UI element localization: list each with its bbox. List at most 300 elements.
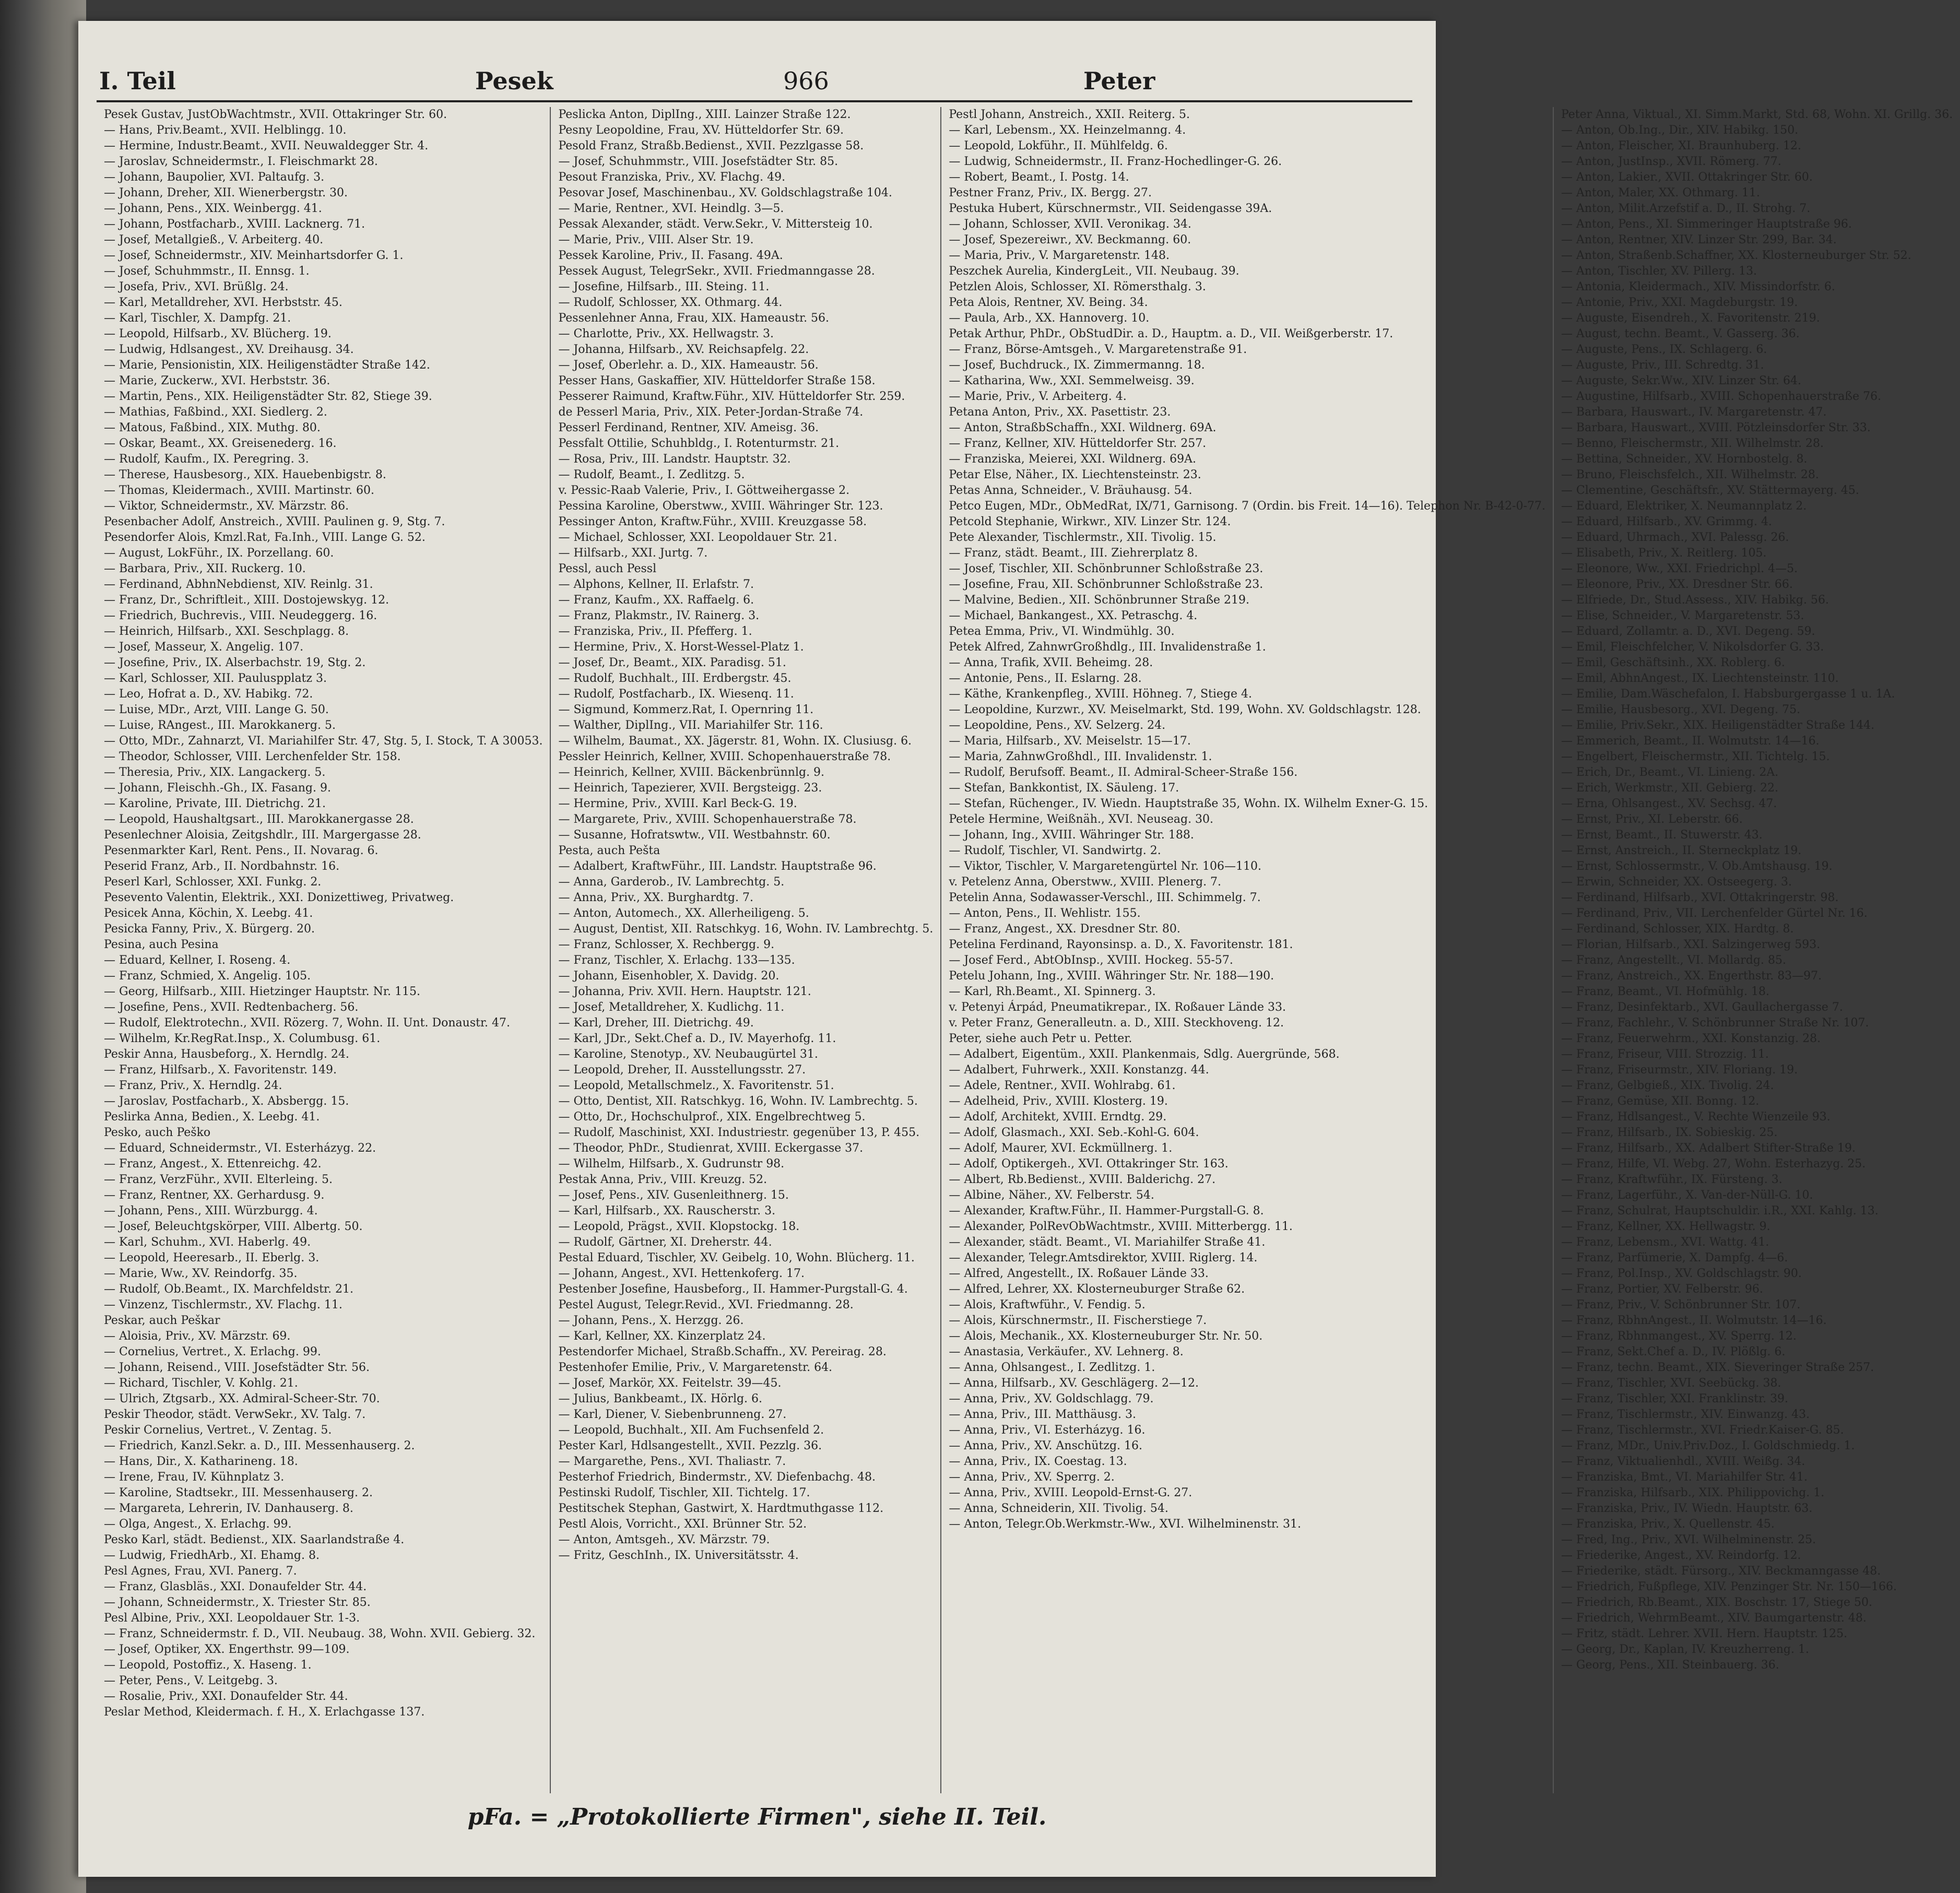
directory-entry: — Josef, Beleuchtgskörper, VIII. Albertg. 50.	[104, 1220, 363, 1233]
directory-entry: — Elfriede, Dr., Stud.Assess., XIV. Habikg. 56.	[1561, 594, 1829, 607]
directory-entry: Pestal Eduard, Tischler, XV. Geibelg. 10, Wohn. Blücherg. 11.	[558, 1251, 915, 1264]
directory-entry: — Franz, Pol.Insp., XV. Goldschlagstr. 90.	[1561, 1267, 1802, 1280]
directory-entry: — Josef, Schuhmmstr., VIII. Josefstädter Str. 85.	[558, 155, 839, 168]
directory-entry: — Josef, Oberlehr. a. D., XIX. Hameaustr. 56.	[558, 359, 819, 372]
directory-entry: — Josef, Spezereiwr., XV. Beckmanng. 60.	[949, 233, 1191, 246]
directory-entry: — Georg, Hilfsarb., XIII. Hietzinger Hauptstr. Nr. 115.	[104, 985, 420, 998]
directory-entry: Peslar Method, Kleidermach. f. H., X. Erlachgasse 137.	[104, 1706, 425, 1719]
directory-entry: — Franz, Schmied, X. Angelig. 105.	[104, 969, 311, 983]
column-4	[1553, 107, 1960, 1793]
directory-entry: Petco Eugen, MDr., ObMedRat, IX/71, Garnisong. 7 (Ordin. bis Freit. 14—16). Telephon Nr. B-42-0-77.	[949, 500, 1545, 513]
directory-entry: — Ferdinand, Schlosser, XIX. Hardtg. 8.	[1561, 922, 1794, 936]
directory-entry: Pesendorfer Alois, Kmzl.Rat, Fa.Inh., VIII. Lange G. 52.	[104, 531, 426, 544]
directory-entry: — Eduard, Uhrmach., XVI. Palessg. 26.	[1561, 531, 1789, 544]
directory-entry: — Franziska, Meierei, XXI. Wildnerg. 69A.	[949, 453, 1196, 466]
directory-entry: — Anna, Garderob., IV. Lambrechtg. 5.	[558, 875, 785, 889]
directory-entry: — Friederike, Angest., XV. Reindorfg. 12.	[1561, 1549, 1801, 1562]
directory-entry: Pesicek Anna, Köchin, X. Leebg. 41.	[104, 907, 313, 920]
directory-entry: — Maria, Priv., V. Margaretenstr. 148.	[949, 249, 1170, 262]
directory-entry: — Franz, Tischler, XVI. Seebückg. 38.	[1561, 1377, 1781, 1390]
directory-entry: — Alois, Mechanik., XX. Klosterneuburger Str. Nr. 50.	[949, 1330, 1263, 1343]
directory-entry: — Franz, Angestellt., VI. Mollardg. 85.	[1561, 954, 1786, 967]
directory-entry: Peserl Karl, Schlosser, XXI. Funkg. 2.	[104, 875, 322, 889]
directory-entry: — Rudolf, Buchhalt., III. Erdbergstr. 45.	[558, 672, 792, 685]
directory-entry: — Anton, Milit.Arzefstif a. D., II. Strohg. 7.	[1561, 202, 1811, 215]
directory-entry: — Karl, JDr., Sekt.Chef a. D., IV. Mayerhofg. 11.	[558, 1032, 836, 1045]
directory-entry: Pesina, auch Pesina	[104, 938, 219, 951]
directory-entry: — Franz, Hilfe, VI. Webg. 27, Wohn. Esterhazyg. 25.	[1561, 1157, 1866, 1170]
directory-entry: Pesl Albine, Priv., XXI. Leopoldauer Str. 1-3.	[104, 1612, 360, 1625]
directory-entry: — Franz, Tischlermstr., XVI. Friedr.Kaiser-G. 85.	[1561, 1424, 1844, 1437]
directory-entry: Petana Anton, Priv., XX. Pasettistr. 23.	[949, 406, 1171, 419]
directory-entry: — Alfred, Lehrer, XX. Klosterneuburger Straße 62.	[949, 1283, 1245, 1296]
directory-entry: — Josef, Metalldreher, X. Kudlichg. 11.	[558, 1001, 785, 1014]
directory-entry: Peter, siehe auch Petr u. Petter.	[949, 1032, 1132, 1045]
directory-entry: de Pesserl Maria, Priv., XIX. Peter-Jordan-Straße 74.	[558, 406, 864, 419]
directory-entry: — Karoline, Private, III. Dietrichg. 21.	[104, 797, 326, 810]
directory-entry: Peskir Cornelius, Vertret., V. Zentag. 5.	[104, 1424, 332, 1437]
directory-entry: — Cornelius, Vertret., X. Erlachg. 99.	[104, 1345, 321, 1358]
entry-columns	[97, 107, 1953, 1793]
directory-entry: — Ernst, Anstreich., II. Sterneckplatz 19.	[1561, 844, 1802, 857]
directory-entry: — Theodor, Schlosser, VIII. Lerchenfelder Str. 158.	[104, 750, 401, 763]
directory-entry: — Franz, Kellner, XIV. Hütteldorfer Str. 257.	[949, 437, 1207, 450]
directory-entry: — Franz, Portier, XV. Felberstr. 96.	[1561, 1283, 1763, 1296]
directory-entry: — Friedrich, Buchrevis., VIII. Neudeggerg. 16.	[104, 609, 377, 622]
directory-entry: Petele Hermine, Weißnäh., XVI. Neuseag. 30.	[949, 813, 1214, 826]
directory-entry: — Johann, Dreher, XII. Wienerbergstr. 30.	[104, 186, 348, 199]
directory-entry: — Fritz, städt. Lehrer. XVII. Hern. Hauptstr. 125.	[1561, 1627, 1848, 1640]
directory-entry: — Franziska, Priv., IV. Wiedn. Hauptstr. 63.	[1561, 1502, 1813, 1515]
directory-entry: — Johanna, Hilfsarb., XV. Reichsapfelg. 22.	[558, 343, 809, 356]
directory-entry: — Anna, Priv., XV. Goldschlagg. 79.	[949, 1392, 1154, 1405]
directory-entry: — Leopold, Prägst., XVII. Klopstockg. 18.	[558, 1220, 800, 1233]
directory-entry: Peskar, auch Peškar	[104, 1314, 220, 1327]
directory-entry: — Franziska, Bmt., VI. Mariahilfer Str. 41.	[1561, 1471, 1808, 1484]
directory-entry: — Wilhelm, Kr.RegRat.Insp., X. Columbusg. 61.	[104, 1032, 381, 1045]
directory-entry: — Adolf, Architekt, XVIII. Erndtg. 29.	[949, 1110, 1167, 1123]
directory-entry: Pesserer Raimund, Kraftw.Führ., XIV. Hütteldorfer Str. 259.	[558, 390, 905, 403]
directory-entry: — Franz, MDr., Univ.Priv.Doz., I. Goldschmiedg. 1.	[1561, 1439, 1855, 1452]
directory-entry: — Alexander, Telegr.Amtsdirektor, XVIII. Riglerg. 14.	[949, 1251, 1258, 1264]
directory-entry: — Karl, Rh.Beamt., XI. Spinnerg. 3.	[949, 985, 1156, 998]
page-footer: pFa. = „Protokollierte Firmen", siehe II. Teil.	[467, 1804, 1047, 1830]
directory-entry: — Eduard, Kellner, I. Roseng. 4.	[104, 954, 291, 967]
directory-entry: — Anastasia, Verkäufer., XV. Lehnerg. 8.	[949, 1345, 1184, 1358]
directory-entry: v. Peter Franz, Generalleutn. a. D., XIII. Steckhoveng. 12.	[949, 1016, 1284, 1030]
directory-entry: — Johann, Pens., X. Herzgg. 26.	[558, 1314, 744, 1327]
directory-entry: — Rudolf, Elektrotechn., XVII. Rözerg. 7, Wohn. II. Unt. Donaustr. 47.	[104, 1016, 511, 1030]
directory-entry: Petcold Stephanie, Wirkwr., XIV. Linzer Str. 124.	[949, 515, 1231, 528]
directory-entry: — Franz, Parfümerie, X. Dampfg. 4—6.	[1561, 1251, 1788, 1264]
directory-entry: — Karl, Tischler, X. Dampfg. 21.	[104, 312, 291, 325]
directory-entry: — Karl, Schuhm., XVI. Haberlg. 49.	[104, 1236, 311, 1249]
directory-entry: — Josef Ferd., AbtObInsp., XVIII. Hockeg. 55-57.	[949, 954, 1233, 967]
directory-entry: Peter Anna, Viktual., XI. Simm.Markt, Std. 68, Wohn. XI. Grillg. 36.	[1561, 108, 1953, 121]
directory-entry: — Franz, Friseurmstr., XIV. Floriang. 19.	[1561, 1063, 1798, 1076]
directory-entry: — Margareta, Lehrerin, IV. Danhauserg. 8.	[104, 1502, 353, 1515]
directory-entry: — Friedrich, Fußpflege, XIV. Penzinger Str. Nr. 150—166.	[1561, 1580, 1897, 1593]
directory-entry: — Franz, Hilfsarb., X. Favoritenstr. 149.	[104, 1063, 337, 1076]
directory-entry: — Auguste, Priv., III. Schredtg. 31.	[1561, 359, 1764, 372]
directory-entry: — Josefine, Hilfsarb., III. Steing. 11.	[558, 280, 770, 293]
directory-entry: — Thomas, Kleidermach., XVIII. Martinstr. 60.	[104, 484, 374, 497]
directory-entry: — Matous, Faßbind., XIX. Muthg. 80.	[104, 421, 321, 434]
directory-entry: Petzlen Alois, Schlosser, XI. Römersthalg. 3.	[949, 280, 1206, 293]
directory-entry: — Engelbert, Fleischermstr., XII. Tichtelg. 15.	[1561, 750, 1830, 763]
directory-entry: — Josef, Markör, XX. Feitelstr. 39—45.	[558, 1377, 782, 1390]
directory-entry: Petelina Ferdinand, Rayonsinsp. a. D., X. Favoritenstr. 181.	[949, 938, 1293, 951]
directory-entry: — Eduard, Elektriker, X. Neumannplatz 2.	[1561, 500, 1807, 513]
directory-entry: Pesek Gustav, JustObWachtmstr., XVII. Ottakringer Str. 60.	[104, 108, 447, 121]
directory-entry: — Franz, Gemüse, XII. Bonng. 12.	[1561, 1095, 1760, 1108]
directory-entry: — Adolf, Glasmach., XXI. Seb.-Kohl-G. 604.	[949, 1126, 1199, 1139]
directory-entry: — Franz, Gelbgieß., XIX. Tivolig. 24.	[1561, 1079, 1774, 1092]
directory-entry: — Franz, Hilfsarb., IX. Sobieskig. 25.	[1561, 1126, 1778, 1139]
directory-entry: Pessfalt Ottilie, Schuhbldg., I. Rotenturmstr. 21.	[558, 437, 840, 450]
directory-entry: — Hilfsarb., XXI. Jurtg. 7.	[558, 547, 708, 560]
directory-entry: — Anton, Tischler, XV. Pillerg. 13.	[1561, 265, 1757, 278]
directory-entry: — Ferdinand, AbhnNebdienst, XIV. Reinlg. 31.	[104, 578, 373, 591]
directory-entry: — Franz, RbhnAngest., II. Wolmutstr. 14—16.	[1561, 1314, 1827, 1327]
directory-entry: — Hermine, Priv., XVIII. Karl Beck-G. 19.	[558, 797, 797, 810]
directory-entry: — Leopoldine, Pens., XV. Selzerg. 24.	[949, 719, 1166, 732]
directory-entry: — Barbara, Hauswart., XVIII. Pötzleinsdorfer Str. 33.	[1561, 421, 1871, 434]
directory-entry: Petas Anna, Schneider., V. Bräuhausg. 54.	[949, 484, 1192, 497]
directory-entry: — Eleonore, Priv., XX. Dresdner Str. 66.	[1561, 578, 1793, 591]
directory-entry: — Robert, Beamt., I. Postg. 14.	[949, 171, 1129, 184]
directory-entry: — Erich, Dr., Beamt., VI. Linieng. 2A.	[1561, 766, 1779, 779]
directory-entry: — Franz, Anstreich., XX. Engerthstr. 83—97.	[1561, 969, 1822, 983]
directory-entry: — Olga, Angest., X. Erlachg. 99.	[104, 1518, 292, 1531]
directory-entry: — Franz, Kellner, XX. Hellwagstr. 9.	[1561, 1220, 1770, 1233]
directory-entry: — Aloisia, Priv., XV. Märzstr. 69.	[104, 1330, 291, 1343]
directory-entry: — Franz, Glasbläs., XXI. Donaufelder Str. 44.	[104, 1580, 367, 1593]
directory-entry: — Eduard, Hilfsarb., XV. Grimmg. 4.	[1561, 515, 1772, 528]
directory-entry: — Otto, Dentist, XII. Ratschkyg. 16, Wohn. IV. Lambrechtg. 5.	[558, 1095, 918, 1108]
directory-entry: — Bettina, Schneider., XV. Hornbostelg. 8.	[1561, 453, 1808, 466]
directory-entry: — Stefan, Bankkontist, IX. Säuleng. 17.	[949, 782, 1179, 795]
directory-entry: — Josef, Dr., Beamt., XIX. Paradisg. 51.	[558, 656, 786, 669]
page-header	[78, 57, 1436, 104]
directory-entry: — Alexander, Kraftw.Führ., II. Hammer-Purgstall-G. 8.	[949, 1204, 1264, 1217]
directory-entry: — Ulrich, Ztgsarb., XX. Admiral-Scheer-Str. 70.	[104, 1392, 380, 1405]
directory-entry: — Heinrich, Hilfsarb., XXI. Seschplagg. 8.	[104, 625, 349, 638]
directory-entry: — Marie, Pensionistin, XIX. Heiligenstädter Straße 142.	[104, 359, 430, 372]
directory-entry: — Walther, DiplIng., VII. Mariahilfer Str. 116.	[558, 719, 823, 732]
directory-entry: Pete Alexander, Tischlermstr., XII. Tivolig. 15.	[949, 531, 1217, 544]
directory-entry: Petea Emma, Priv., VI. Windmühlg. 30.	[949, 625, 1175, 638]
directory-entry: — Wilhelm, Baumat., XX. Jägerstr. 81, Wohn. IX. Clusiusg. 6.	[558, 735, 912, 748]
directory-entry: Pesko Karl, städt. Bedienst., XIX. Saarlandstraße 4.	[104, 1533, 405, 1546]
directory-entry: — Ferdinand, Priv., VII. Lerchenfelder Gürtel Nr. 16.	[1561, 907, 1868, 920]
directory-entry: — Adolf, Optikergeh., XVI. Ottakringer Str. 163.	[949, 1157, 1229, 1170]
directory-entry: — Alphons, Kellner, II. Erlafstr. 7.	[558, 578, 754, 591]
directory-entry: — Viktor, Schneidermstr., XV. Märzstr. 86.	[104, 500, 349, 513]
directory-entry: — Leopold, Postoffiz., X. Haseng. 1.	[104, 1659, 312, 1672]
directory-entry: — Elise, Schneider., V. Margaretenstr. 53.	[1561, 609, 1804, 622]
directory-entry: Pesterhof Friedrich, Bindermstr., XV. Diefenbachg. 48.	[558, 1471, 876, 1484]
directory-entry: — Albine, Näher., XV. Felberstr. 54.	[949, 1189, 1154, 1202]
directory-entry: — Erwin, Schneider, XX. Ostseegerg. 3.	[1561, 875, 1792, 889]
directory-entry: — Anton, Amtsgeh., XV. Märzstr. 79.	[558, 1533, 770, 1546]
directory-entry: — Franz, Viktualienhdl., XVIII. Weißg. 34.	[1561, 1455, 1805, 1468]
directory-entry: — Maria, Hilfsarb., XV. Meiselstr. 15—17.	[949, 735, 1191, 748]
directory-entry: v. Petelenz Anna, Oberstww., XVIII. Plenerg. 7.	[949, 875, 1222, 889]
directory-entry: — Adelheid, Priv., XVIII. Klosterg. 19.	[949, 1095, 1168, 1108]
directory-entry: — August, techn. Beamt., V. Gasserg. 36.	[1561, 327, 1800, 340]
directory-entry: — Johanna, Priv. XVII. Hern. Hauptstr. 121.	[558, 985, 811, 998]
first-name-heading: Pesek	[475, 67, 553, 95]
directory-entry: — Margarethe, Pens., XVI. Thaliastr. 7.	[558, 1455, 786, 1468]
directory-entry: Pesser Hans, Gaskaffier, XIV. Hütteldorfer Straße 158.	[558, 374, 876, 387]
directory-entry: — Adele, Rentner., XVII. Wohlrabg. 61.	[949, 1079, 1176, 1092]
directory-entry: — Auguste, Pens., IX. Schlagerg. 6.	[1561, 343, 1767, 356]
directory-entry: — Franz, Lebensm., XVI. Wattg. 41.	[1561, 1236, 1769, 1249]
directory-entry: — Otto, MDr., Zahnarzt, VI. Mariahilfer Str. 47, Stg. 5, I. Stock, T. A 30053.	[104, 735, 543, 748]
directory-entry: — Emmerich, Beamt., II. Wolmutstr. 14—16.	[1561, 735, 1820, 748]
directory-entry: — Hans, Priv.Beamt., XVII. Helblingg. 10.	[104, 124, 347, 137]
directory-entry: — Luise, RAngest., III. Marokkanerg. 5.	[104, 719, 336, 732]
directory-entry: — Rudolf, Schlosser, XX. Othmarg. 44.	[558, 296, 783, 309]
directory-entry: — Josef, Masseur, X. Angelig. 107.	[104, 641, 304, 654]
directory-entry: — Anton, Pens., XI. Simmeringer Hauptstraße 96.	[1561, 218, 1852, 231]
directory-entry: — Josef, Metallgieß., V. Arbeiterg. 40.	[104, 233, 324, 246]
directory-entry: — Marie, Ww., XV. Reindorfg. 35.	[104, 1267, 298, 1280]
directory-entry: — Michael, Bankangest., XX. Petraschg. 4.	[949, 609, 1198, 622]
directory-entry: — Heinrich, Kellner, XVIII. Bäckenbrünnlg. 9.	[558, 766, 825, 779]
directory-entry: Pessler Heinrich, Kellner, XVIII. Schopenhauerstraße 78.	[558, 750, 891, 763]
directory-entry: — Rosalie, Priv., XXI. Donaufelder Str. 44.	[104, 1690, 348, 1703]
directory-entry: — Anna, Trafik, XVII. Beheimg. 28.	[949, 656, 1153, 669]
directory-entry: — Franz, Tischler, X. Erlachg. 133—135.	[558, 954, 795, 967]
directory-entry: — Vinzenz, Tischlermstr., XV. Flachg. 11.	[104, 1298, 343, 1311]
directory-entry: — Josef, Tischler, XII. Schönbrunner Schloßstraße 23.	[949, 562, 1264, 575]
directory-entry: — Franz, Rbhnmangest., XV. Sperrg. 12.	[1561, 1330, 1797, 1343]
directory-entry: — Katharina, Ww., XXI. Semmelweisg. 39.	[949, 374, 1195, 387]
directory-entry: Pesenbacher Adolf, Anstreich., XVIII. Paulinen g. 9, Stg. 7.	[104, 515, 445, 528]
directory-entry: — Anton, Rentner, XIV. Linzer Str. 299, Bar. 34.	[1561, 233, 1837, 246]
directory-entry: — Friedrich, Kanzl.Sekr. a. D., III. Messenhauserg. 2.	[104, 1439, 415, 1452]
directory-entry: — Karl, Dreher, III. Dietrichg. 49.	[558, 1016, 754, 1030]
directory-entry: Pesovar Josef, Maschinenbau., XV. Goldschlagstraße 104.	[558, 186, 892, 199]
directory-entry: — Auguste, Sekr.Ww., XIV. Linzer Str. 64.	[1561, 374, 1802, 387]
directory-entry: — Franz, Kraftwführ., IX. Fürsteng. 3.	[1561, 1173, 1782, 1186]
directory-entry: — Johann, Ing., XVIII. Währinger Str. 188.	[949, 829, 1194, 842]
directory-entry: — Alois, Kraftwführ., V. Fendig. 5.	[949, 1298, 1146, 1311]
directory-entry: — Franz, techn. Beamt., XIX. Sieveringer Straße 257.	[1561, 1361, 1874, 1374]
directory-entry: — Erich, Werkmstr., XII. Gebierg. 22.	[1561, 782, 1779, 795]
directory-entry: — Anna, Priv., VI. Esterházyg. 16.	[949, 1424, 1146, 1437]
directory-entry: — Margarete, Priv., XVIII. Schopenhauerstraße 78.	[558, 813, 857, 826]
directory-entry: — Emilie, Hausbesorg., XVI. Degeng. 75.	[1561, 703, 1801, 716]
directory-entry: — Leopold, Haushaltgsart., III. Marokkanergasse 28.	[104, 813, 414, 826]
directory-entry: — Eleonore, Ww., XXI. Friedrichpl. 4—5.	[1561, 562, 1798, 575]
directory-entry: — Anna, Schneiderin, XII. Tivolig. 54.	[949, 1502, 1168, 1515]
directory-entry: — Franz, Desinfektarb., XVI. Gaullachergasse 7.	[1561, 1001, 1843, 1014]
directory-entry: — Fred, Ing., Priv., XVI. Wilhelminenstr. 25.	[1561, 1533, 1816, 1546]
directory-entry: — Florian, Hilfsarb., XXI. Salzingerweg 593.	[1561, 938, 1821, 951]
directory-entry: — Anton, Ob.Ing., Dir., XIV. Habikg. 150.	[1561, 124, 1799, 137]
directory-entry: — Anton, StraßbSchaffn., XXI. Wildnerg. 69A.	[949, 421, 1217, 434]
directory-entry: Pestner Franz, Priv., IX. Bergg. 27.	[949, 186, 1152, 199]
directory-entry: — Marie, Priv., VIII. Alser Str. 19.	[558, 233, 754, 246]
directory-entry: — Fritz, GeschInh., IX. Universitätsstr. 4.	[558, 1549, 799, 1562]
directory-entry: — Anna, Hilfsarb., XV. Geschlägerg. 2—12.	[949, 1377, 1199, 1390]
directory-entry: Pesevento Valentin, Elektrik., XXI. Donizettiweg, Privatweg.	[104, 891, 454, 904]
directory-entry: Pesenlechner Aloisia, Zeitgshdlr., III. Margergasse 28.	[104, 829, 421, 842]
directory-entry: — Karl, Diener, V. Siebenbrunneng. 27.	[558, 1408, 787, 1421]
directory-entry: — Franz, Friseur, VIII. Strozzig. 11.	[1561, 1048, 1769, 1061]
directory-entry: — Leopold, Dreher, II. Ausstellungsstr. 27.	[558, 1063, 806, 1076]
directory-entry: — Josef, Buchdruck., IX. Zimmermanng. 18.	[949, 359, 1205, 372]
directory-entry: — Adalbert, Eigentüm., XXII. Plankenmais, Sdlg. Auergründe, 568.	[949, 1048, 1340, 1061]
directory-entry: — Johann, Pens., XIII. Würzburgg. 4.	[104, 1204, 318, 1217]
directory-entry: — Leopold, Buchhalt., XII. Am Fuchsenfeld 2.	[558, 1424, 824, 1437]
directory-entry: — Barbara, Priv., XII. Ruckerg. 10.	[104, 562, 306, 575]
directory-entry: — Therese, Hausbesorg., XIX. Hauebenbigstr. 8.	[104, 468, 386, 481]
directory-entry: — Marie, Zuckerw., XVI. Herbststr. 36.	[104, 374, 330, 387]
directory-entry: — Augustine, Hilfsarb., XVIII. Schopenhauerstraße 76.	[1561, 390, 1882, 403]
directory-entry: — Susanne, Hofratswtw., VII. Westbahnstr. 60.	[558, 829, 831, 842]
directory-entry: — Irene, Frau, IV. Kühnplatz 3.	[104, 1471, 285, 1484]
directory-entry: — Stefan, Rüchenger., IV. Wiedn. Hauptstraße 35, Wohn. IX. Wilhelm Exner-G. 15.	[949, 797, 1428, 810]
directory-entry: — Franz, Feuerwehrm., XXI. Konstanzig. 28.	[1561, 1032, 1821, 1045]
directory-entry: — Benno, Fleischermstr., XII. Wilhelmstr. 28.	[1561, 437, 1824, 450]
directory-entry: — Ernst, Priv., XI. Leberstr. 66.	[1561, 813, 1743, 826]
directory-entry: — Rudolf, Gärtner, XI. Dreherstr. 44.	[558, 1236, 772, 1249]
directory-entry: — Anton, Pens., II. Wehlistr. 155.	[949, 907, 1141, 920]
directory-entry: — Peter, Pens., V. Leitgebg. 3.	[104, 1674, 278, 1687]
directory-entry: — Ludwig, FriedhArb., XI. Ehamg. 8.	[104, 1549, 320, 1562]
directory-entry: — Franz, Börse-Amtsgeh., V. Margaretenstraße 91.	[949, 343, 1247, 356]
directory-entry: Pesta, auch Pešta	[558, 844, 660, 857]
directory-entry: — Leopold, Heeresarb., II. Eberlg. 3.	[104, 1251, 320, 1264]
directory-entry: — Leopold, Lokführ., II. Mühlfeldg. 6.	[949, 139, 1168, 152]
directory-entry: — Franz, Kaufm., XX. Raffaelg. 6.	[558, 594, 754, 607]
directory-entry: — Bruno, Fleischsfelch., XII. Wilhelmstr. 28.	[1561, 468, 1819, 481]
directory-entry: Pesold Franz, Straßb.Bedienst., XVII. Pezzlgasse 58.	[558, 139, 864, 152]
directory-entry: Pessl, auch Pessl	[558, 562, 657, 575]
directory-entry: Peszchek Aurelia, KindergLeit., VII. Neubaug. 39.	[949, 265, 1239, 278]
directory-entry: Pestitschek Stephan, Gastwirt, X. Hardtmuthgasse 112.	[558, 1502, 884, 1515]
directory-entry: — Albert, Rb.Bedienst., XVIII. Balderichg. 27.	[949, 1173, 1216, 1186]
directory-entry: Pesl Agnes, Frau, XVI. Panerg. 7.	[104, 1565, 297, 1578]
directory-entry: — Franz, städt. Beamt., III. Ziehrerplatz 8.	[949, 547, 1198, 560]
directory-entry: — Josefine, Frau, XII. Schönbrunner Schloßstraße 23.	[949, 578, 1264, 591]
directory-entry: — Anna, Priv., XX. Burghardtg. 7.	[558, 891, 753, 904]
directory-entry: — Martin, Pens., XIX. Heiligenstädter Str. 82, Stiege 39.	[104, 390, 432, 403]
directory-entry: — Julius, Bankbeamt., IX. Hörlg. 6.	[558, 1392, 763, 1405]
directory-entry: — Anton, Fleischer, XI. Braunhuberg. 12.	[1561, 139, 1801, 152]
directory-entry: — Friedrich, Rb.Beamt., XIX. Boschstr. 17, Stiege 50.	[1561, 1596, 1872, 1609]
directory-entry: — Anton, Lakier., XVII. Ottakringer Str. 60.	[1561, 171, 1813, 184]
directory-page	[78, 21, 1953, 1877]
directory-entry: Petak Arthur, PhDr., ObStudDir. a. D., Hauptm. a. D., VII. Weißgerberstr. 17.	[949, 327, 1394, 340]
directory-entry: — Barbara, Hauswart., IV. Margaretenstr. 47.	[1561, 406, 1827, 419]
directory-entry: — Rudolf, Berufsoff. Beamt., II. Admiral-Scheer-Straße 156.	[949, 766, 1298, 779]
directory-entry: — Ludwig, Hdlsangest., XV. Dreihausg. 34.	[104, 343, 354, 356]
directory-entry: — Franz, Dr., Schriftleit., XIII. Dostojewskyg. 12.	[104, 594, 389, 607]
directory-entry: — Theresia, Priv., XIX. Langackerg. 5.	[104, 766, 326, 779]
directory-entry: — Rudolf, Maschinist, XXI. Industriestr. gegenüber 13, P. 455.	[558, 1126, 920, 1139]
directory-entry: — Friederike, städt. Fürsorg., XIV. Beckmanngasse 48.	[1561, 1565, 1881, 1578]
directory-entry: — Oskar, Beamt., XX. Greisenederg. 16.	[104, 437, 337, 450]
directory-entry: — Johann, Baupolier, XVI. Paltaufg. 3.	[104, 171, 325, 184]
directory-entry: — Anton, Straßenb.Schaffner, XX. Klosterneuburger Str. 52.	[1561, 249, 1911, 262]
directory-entry: Pestak Anna, Priv., VIII. Kreuzg. 52.	[558, 1173, 768, 1186]
directory-entry: — Franz, Lagerführ., X. Van-der-Nüll-G. 10.	[1561, 1189, 1813, 1202]
directory-entry: — Karoline, Stenotyp., XV. Neubaugürtel 31.	[558, 1048, 818, 1061]
directory-entry: — Georg, Dr., Kaplan, IV. Kreuzherreng. 1.	[1561, 1643, 1809, 1656]
directory-entry: — Franz, VerzFühr., XVII. Elterleing. 5.	[104, 1173, 333, 1186]
directory-entry: — Franz, Angest., X. Ettenreichg. 42.	[104, 1157, 322, 1170]
directory-entry: — Clementine, Geschäftsfr., XV. Stättermayerg. 45.	[1561, 484, 1859, 497]
directory-entry: — Franz, Schneidermstr. f. D., VII. Neubaug. 38, Wohn. XVII. Gebierg. 32.	[104, 1627, 536, 1640]
column-2	[550, 107, 940, 1793]
directory-entry: Peserid Franz, Arb., II. Nordbahnstr. 16.	[104, 860, 340, 873]
directory-entry: — Franz, Priv., V. Schönbrunner Str. 107.	[1561, 1298, 1801, 1311]
directory-entry: — Anna, Priv., III. Matthäusg. 3.	[949, 1408, 1137, 1421]
directory-entry: — Rudolf, Kaufm., IX. Peregring. 3.	[104, 453, 309, 466]
directory-entry: — Johann, Postfacharb., XVIII. Lacknerg. 71.	[104, 218, 365, 231]
directory-entry: — Franz, Beamt., VI. Hofmühlg. 18.	[1561, 985, 1769, 998]
book-binding-edge	[0, 0, 86, 1893]
directory-entry: — Josef, Schuhmmstr., II. Ennsg. 1.	[104, 265, 310, 278]
directory-entry: — Emil, AbhnAngest., IX. Liechtensteinstr. 110.	[1561, 672, 1839, 685]
directory-entry: — Adalbert, KraftwFühr., III. Landstr. Hauptstraße 96.	[558, 860, 877, 873]
part-label: I. Teil	[99, 67, 176, 95]
directory-entry: Peskir Anna, Hausbeforg., X. Herndlg. 24.	[104, 1048, 349, 1061]
directory-entry: Pesko, auch Peško	[104, 1126, 211, 1139]
directory-entry: — Ferdinand, Hilfsarb., XVI. Ottakringerstr. 98.	[1561, 891, 1839, 904]
directory-entry: — Anton, Telegr.Ob.Werkmstr.-Ww., XVI. Wilhelminenstr. 31.	[949, 1518, 1302, 1531]
directory-entry: — Rosa, Priv., III. Landstr. Hauptstr. 32.	[558, 453, 791, 466]
directory-entry: — Emilie, Dam.Wäschefalon, I. Habsburgergasse 1 u. 1A.	[1561, 688, 1895, 701]
directory-entry: — Franz, Schlosser, X. Rechbergg. 9.	[558, 938, 775, 951]
directory-entry: — Franziska, Hilfsarb., XIX. Philippovichg. 1.	[1561, 1486, 1825, 1499]
directory-entry: — Alexander, städt. Beamt., VI. Mariahilfer Straße 41.	[949, 1236, 1266, 1249]
directory-entry: — Franz, Tischler, XXI. Franklinstr. 39.	[1561, 1392, 1789, 1405]
directory-entry: — Franz, Tischlermstr., XIV. Einwanzg. 43.	[1561, 1408, 1810, 1421]
directory-entry: — Adalbert, Fuhrwerk., XXII. Konstanzg. 44.	[949, 1063, 1209, 1076]
directory-entry: — Anna, Ohlsangest., I. Zedlitzg. 1.	[949, 1361, 1155, 1374]
directory-entry: Pesny Leopoldine, Frau, XV. Hütteldorfer Str. 69.	[558, 124, 844, 137]
directory-entry: — Franz, Schulrat, Hauptschuldir. i.R., XXI. Kahlg. 13.	[1561, 1204, 1879, 1217]
directory-entry: — Franz, Hilfsarb., XX. Adalbert Stifter-Straße 19.	[1561, 1142, 1856, 1155]
directory-entry: — Emilie, Priv.Sekr., XIX. Heiligenstädter Straße 144.	[1561, 719, 1875, 732]
directory-entry: — Anton, JustInsp., XVII. Römerg. 77.	[1561, 155, 1781, 168]
directory-entry: Pessek August, TelegrSekr., XVII. Friedmanngasse 28.	[558, 265, 875, 278]
directory-entry: — Josef, Optiker, XX. Engerthstr. 99—109.	[104, 1643, 350, 1656]
directory-entry: Pessek Karoline, Priv., II. Fasang. 49A.	[558, 249, 783, 262]
directory-entry: — Antonie, Pens., II. Eslarng. 28.	[949, 672, 1142, 685]
directory-entry: — Josef, Pens., XIV. Gusenleithnerg. 15.	[558, 1189, 789, 1202]
directory-entry: Pestl Alois, Vorricht., XXI. Brünner Str. 52.	[558, 1518, 807, 1531]
directory-entry: — Johann, Schneidermstr., X. Triester Str. 85.	[104, 1596, 371, 1609]
directory-entry: — Alexander, PolRevObWachtmstr., XVIII. Mitterbergg. 11.	[949, 1220, 1293, 1233]
directory-entry: Petar Else, Näher., IX. Liechtensteinstr. 23.	[949, 468, 1201, 481]
directory-entry: — August, Dentist, XII. Ratschkyg. 16, Wohn. IV. Lambrechtg. 5.	[558, 922, 934, 936]
directory-entry: — Josefine, Pens., XVII. Redtenbacherg. 56.	[104, 1001, 359, 1014]
directory-entry: — Hermine, Industr.Beamt., XVII. Neuwaldegger Str. 4.	[104, 139, 429, 152]
directory-entry: Petelu Johann, Ing., XVIII. Währinger Str. Nr. 188—190.	[949, 969, 1274, 983]
directory-entry: Petelin Anna, Sodawasser-Verschl., III. Schimmelg. 7.	[949, 891, 1261, 904]
directory-entry: — Rudolf, Tischler, VI. Sandwirtg. 2.	[949, 844, 1161, 857]
directory-entry: — Johann, Eisenhobler, X. Davidg. 20.	[558, 969, 780, 983]
directory-entry: — Anna, Priv., IX. Coestag. 13.	[949, 1455, 1127, 1468]
directory-entry: — Leopoldine, Kurzwr., XV. Meiselmarkt, Std. 199, Wohn. XV. Goldschlagstr. 128.	[949, 703, 1421, 716]
